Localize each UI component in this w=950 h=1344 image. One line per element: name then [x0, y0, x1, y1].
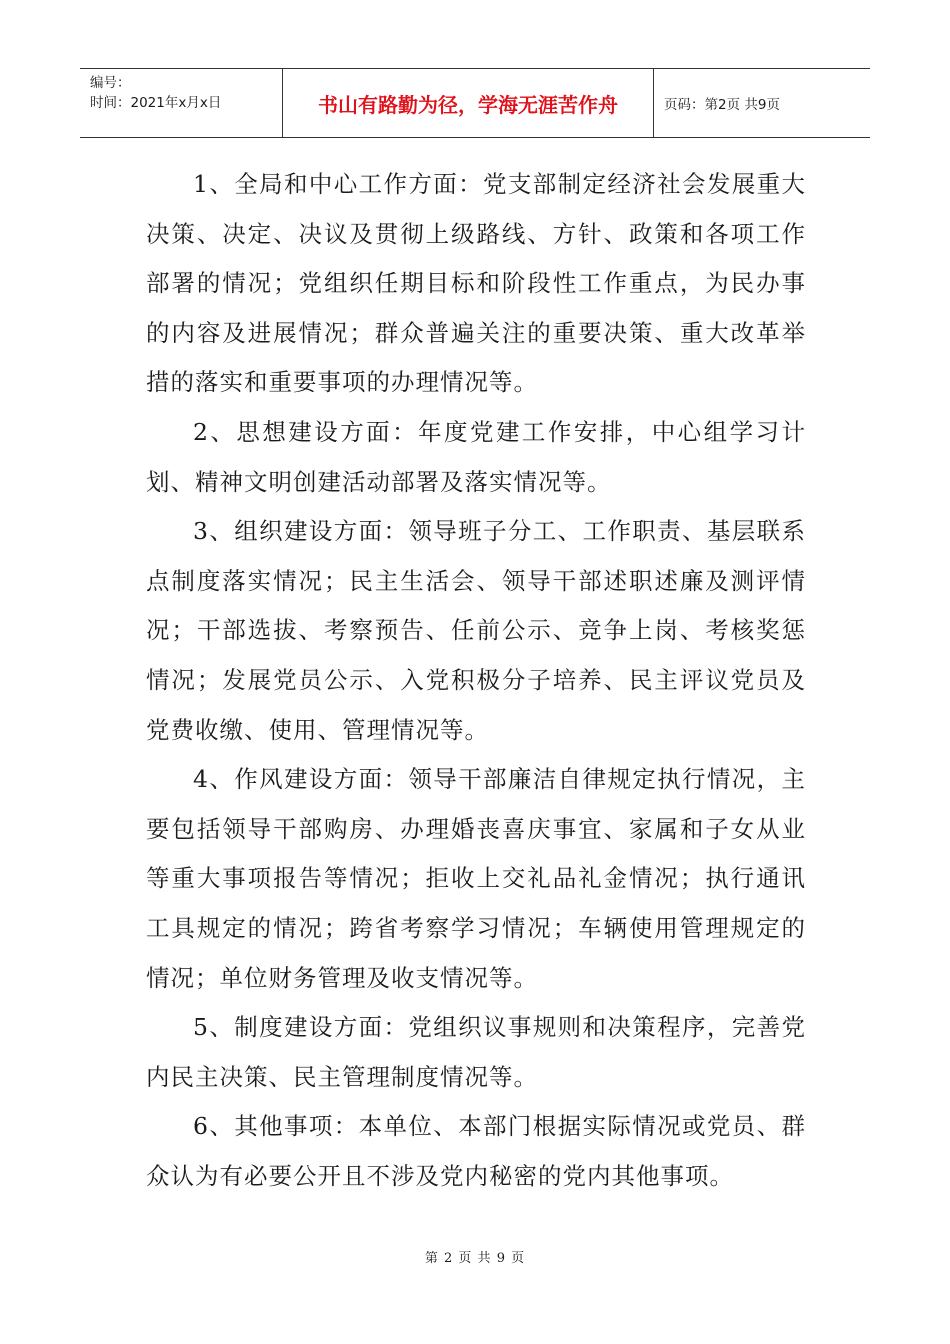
- paragraph-3: 3、组织建设方面：领导班子分工、工作职责、基层联系点制度落实情况；民主生活会、领导干部述职述廉及测评情况；干部选拔、考察预告、任前公示、竞争上岗、考核奖惩情况；发展党员公示、入党积极分子培养、民主评议党员及党费收缴、使用、管理情况等。: [146, 517, 806, 744]
- paragraph-1: 1、全局和中心工作方面：党支部制定经济社会发展重大决策、决定、决议及贯彻上级路线、方针、政策和各项工作部署的情况；党组织任期目标和阶段性工作重点，为民办事的内容及进展情况；群众普遍关注的重要决策、重大改革举措的落实和重要事项的办理情况等。: [146, 170, 806, 397]
- document-body: [146, 160, 806, 1201]
- paragraph-6: 6、其他事项：本单位、本部门根据实际情况或党员、群众认为有必要公开且不涉及党内秘密的党内其他事项。: [146, 1112, 806, 1190]
- document-date-label: 时间：2021年x月x日: [90, 95, 222, 111]
- paragraph-4: 4、作风建设方面：领导干部廉洁自律规定执行情况，主要包括领导干部购房、办理婚丧喜庆事宜、家属和子女从业等重大事项报告等情况；拒收上交礼品礼金情况；执行通讯工具规定的情况；跨省考察学习情况；车辆使用管理规定的情况；单位财务管理及收支情况等。: [146, 765, 806, 992]
- header-page-label: 页码：第2页 共9页: [664, 97, 780, 113]
- page-footer: 第 2 页 共 9 页: [424, 1251, 526, 1266]
- paragraph-2: 2、思想建设方面：年度党建工作安排，中心组学习计划、精神文明创建活动部署及落实情况等。: [146, 417, 806, 496]
- document-code-label: 编号：: [90, 75, 131, 91]
- paragraph-5: 5、制度建设方面：党组织议事规则和决策程序，完善党内民主决策、民主管理制度情况等。: [146, 1013, 806, 1091]
- header-meta: [80, 69, 283, 137]
- header-motto: 书山有路勤为径，学海无涯苦作舟: [283, 69, 654, 137]
- document-header: [80, 68, 870, 138]
